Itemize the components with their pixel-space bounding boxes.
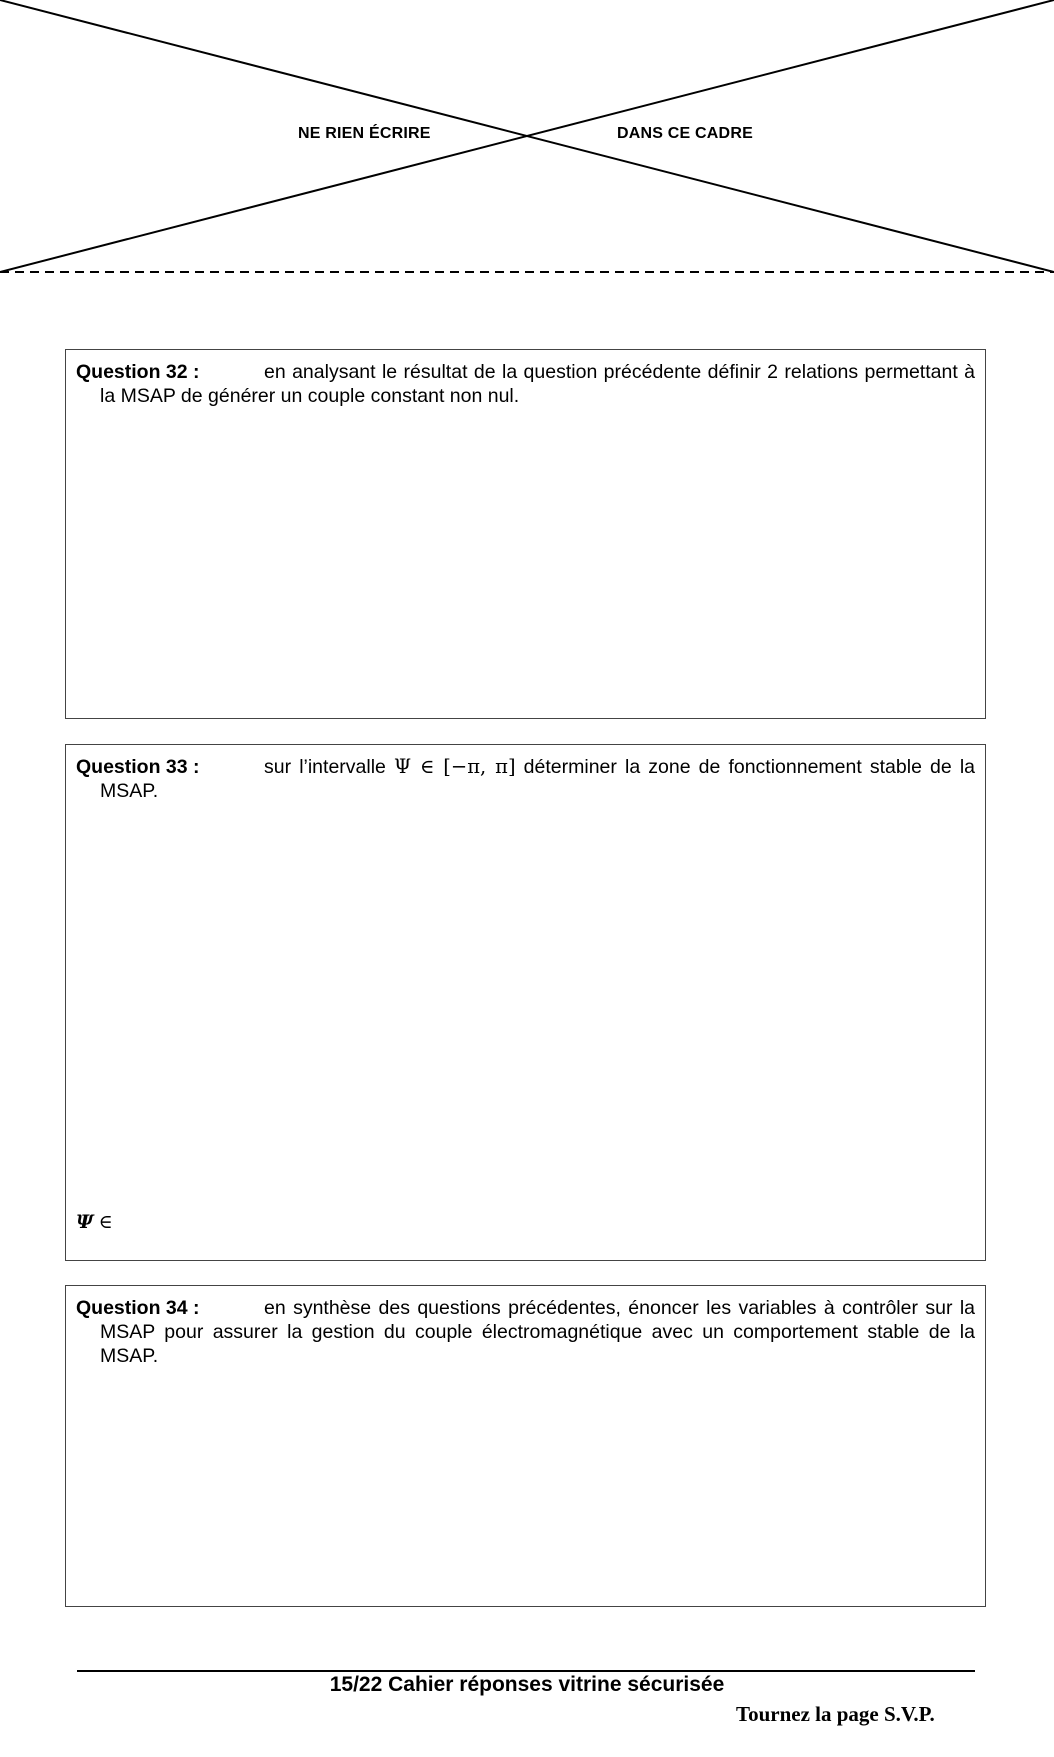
question-34-answer-box[interactable] <box>65 1285 986 1607</box>
question-32-label: Question 32 : <box>76 361 200 383</box>
footer-rule <box>77 1670 975 1672</box>
do-not-write-zone <box>0 0 1054 280</box>
question-32-statement <box>76 360 975 408</box>
psi-symbol: Ψ <box>76 1211 94 1233</box>
question-33-text-before: sur l’intervalle <box>264 756 394 778</box>
question-33-answer-box[interactable] <box>65 744 986 1261</box>
footer-turn-page: Tournez la page S.V.P. <box>736 1702 935 1726</box>
question-33-interval-math: Ψ ∈ [−π, π] <box>394 755 516 778</box>
question-32-text: en analysant le résultat de la question précédente définir 2 relations permettant à la MSAP de générer un couple constant non nul. <box>100 361 975 407</box>
question-33-statement <box>76 755 975 803</box>
question-34-statement <box>76 1296 975 1368</box>
element-of-symbol: ∈ <box>98 1211 113 1233</box>
header-left-text: NE RIEN ÉCRIRE <box>298 125 431 142</box>
question-33-text-after: déterminer la zone de fonctionnement stable de la MSAP. <box>100 756 975 802</box>
question-34-text: en synthèse des questions précédentes, énoncer les variables à contrôler sur la MSAP pour assurer la gestion du couple électromagnétique avec un comportement stable de la MSAP. <box>100 1297 975 1367</box>
footer-page-info: 15/22 Cahier réponses vitrine sécurisée <box>329 1673 725 1696</box>
question-34-label: Question 34 : <box>76 1297 200 1319</box>
psi-answer-line[interactable] <box>76 1211 113 1234</box>
question-32-answer-box[interactable] <box>65 349 986 719</box>
question-33-label: Question 33 : <box>76 756 200 778</box>
header-right-text: DANS CE CADRE <box>617 125 753 142</box>
